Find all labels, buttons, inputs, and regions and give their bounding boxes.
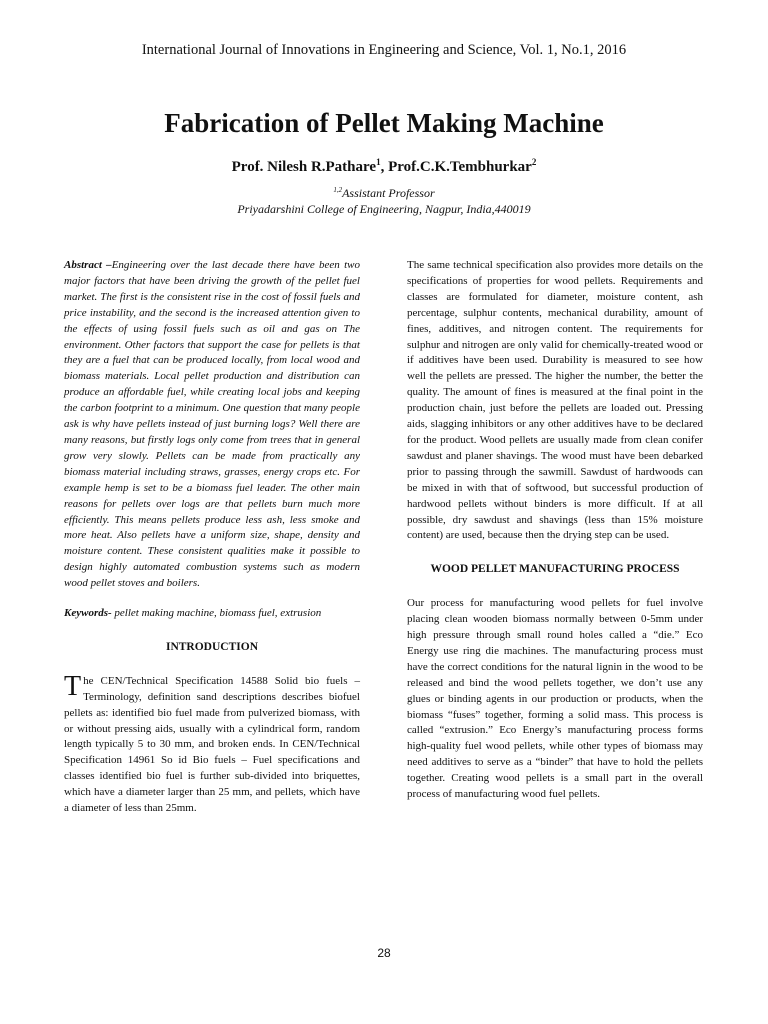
author-superscript: 1 bbox=[376, 157, 381, 167]
journal-header: International Journal of Innovations in Engineering and Science, Vol. 1, No.1, 2016 bbox=[141, 42, 627, 58]
affiliation-role-text: Assistant Professor bbox=[342, 186, 435, 200]
specification-paragraph: The same technical specification also provides more details on the specifications of properties for wood pellets. Requirements and classes are formulated for diameter, moisture content, ash percentage, sulphur contents, mechanical durability, amount of fines, additives, and nitrogen content. The requirements for sulphur and nitrogen are only valid for chemically-treated wood or if additives have been used. Durability is measured to see how well the pellets are pressed. The higher the number, the better the quality. The amount of fines is measured at the final point in the production chain, just before the pellets are loaded out. Pressing aids, slagging inhibitors or any other additives have to be declared for the product. Wood pellets are usually made from clean conifer sawdust and planer shavings. The wood must have been debarked prior to passing through the sawmill. Sawdust of hardwoods can be mixed in with that of softwood, but successful production of hardwood pellets without binders is more difficult. If at all possible, dry sawdust and shavings (less than 15% moisture content) are used, because then the drying step can be used. bbox=[407, 259, 703, 542]
author-superscript: 2 bbox=[531, 157, 537, 167]
drop-cap: T bbox=[64, 670, 82, 702]
abstract-paragraph bbox=[64, 258, 360, 592]
introduction-text: he CEN/Technical Specification 14588 Solid bio fuels – Terminology, definition sand descriptions describes biofuel pellets as: identified bio fuel made from pulverized biomass, with or without pressing aids, usually with a cylindrical form, random length typically 5 to 30 mm, and broken ends. In CEN/Technical Specification 14961 So id Bio fuels – Fuel specifications and classes identified bio fuel is further sub-divided into briquettes, which have a diameter larger than 25 mm, and pellets, which have a diameter of less than 25mm. bbox=[64, 674, 360, 815]
author-separator: , bbox=[380, 159, 389, 175]
introduction-heading: INTRODUCTION bbox=[165, 640, 258, 653]
manufacturing-paragraph: Our process for manufacturing wood pellets for fuel involve placing clean wooden biomass normally between 0-5mm under high pressure through small round holes called a “die.” Eco Energy use ring die machines. The manufacturing process must have the correct conditions for the natural lignin in the wood to be released and bind the wood pellets together, we don’t use any glues or binding agents in our production or products, when the biomass “fuses” together, forming a solid mass. This process is called “extrusion.” Eco Energy’s manufacturing process forms high-quality fuel wood pellets, while other types of biomass may need additives to serve as a “binder” that have to hold the pellets together. Creating wood pellets is a small part in the overall process of manufacturing wood fuel pellets. bbox=[407, 597, 703, 801]
introduction-paragraph bbox=[64, 670, 360, 817]
right-column bbox=[407, 258, 703, 803]
keywords-label: Keywords- bbox=[64, 607, 112, 620]
abstract-label: Abstract – bbox=[64, 259, 112, 271]
abstract-text: Engineering over the last decade there have been two major factors that have been driving the growth of the pellet fuel market. The first is the consistent rise in the cost of fossil fuels and price instability, and the second is the increased attention given to the effects of using fossil fuels such as oil and gas on The environment. Other factors that support the case for pellets is that they are a fuel that can be produced locally, from local wood and biomass materials. Local pellet production and distribution can produce an affordable fuel, while creating local jobs and keeping the carbon footprint to a minimum. One question that many people ask is why have pellets instead of just burning logs? Well there are many reasons, but firstly logs only come from trees that in general grow very slowly. Pellets can be made from practically any biomass material including straws, grasses, energy crops etc. For example hemp is set to be a biomass fuel leader. The other main reasons for pellets over logs are that pellets burn much more efficiently. This means pellets produce less ash, less smoke and more heat. Also pellets have a uniform size, shape, density and moisture content. These consistent qualities make it possible to design highly automated combustion systems such as modern wood pellet stoves and boilers. bbox=[64, 259, 360, 590]
author-name: Prof.C.K.Tembhurkar bbox=[388, 159, 532, 175]
author-name: Prof. Nilesh R.Pathare bbox=[231, 159, 377, 175]
manufacturing-process-heading: WOOD PELLET MANUFACTURING PROCESS bbox=[430, 563, 680, 576]
left-column bbox=[64, 258, 360, 817]
affiliation-role bbox=[0, 186, 768, 201]
affiliation-superscript: 1,2 bbox=[333, 186, 343, 194]
keywords-paragraph bbox=[64, 606, 360, 622]
keywords-text: pellet making machine, biomass fuel, extrusion bbox=[111, 607, 322, 620]
author-list bbox=[0, 157, 768, 176]
page-number: 28 bbox=[377, 946, 391, 960]
affiliation-institution: Priyadarshini College of Engineering, Nagpur, India,440019 bbox=[237, 202, 531, 216]
paper-title: Fabrication of Pellet Making Machine bbox=[164, 108, 604, 138]
